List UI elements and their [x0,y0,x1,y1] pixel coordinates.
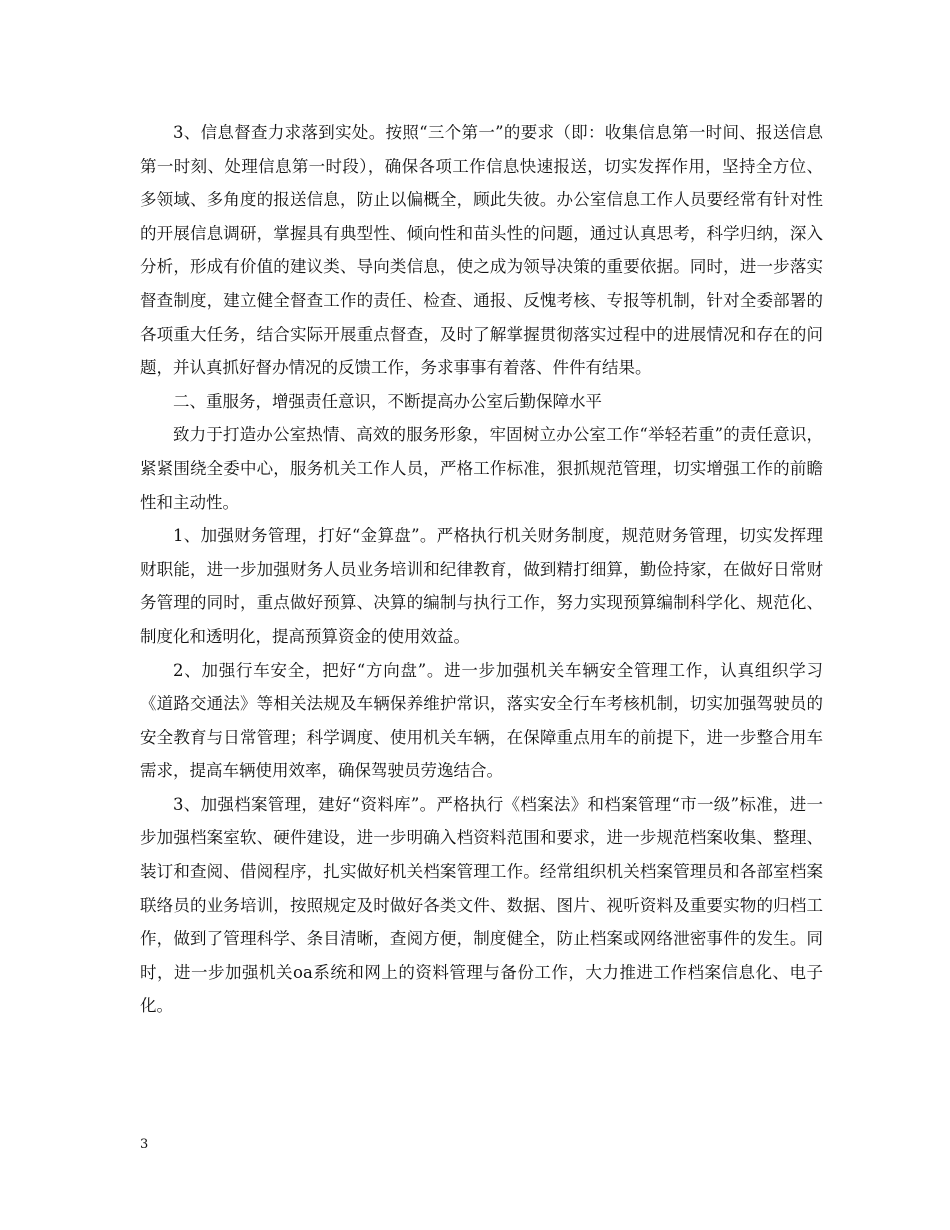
paragraph-archive-management: 3、加强档案管理，建好“资料库”。严格执行《档案法》和档案管理“市一级”标准，进一步加强档案室软、硬件建设，进一步明确入档资料范围和要求，进一步规范档案收集、整理、装订和查阅、借阅程序，扎实做好机关档案管理工作。经常组织机关档案管理员和各部室档案联络员的业务培训，按照规定及时做好各类文件、数据、图片、视听资料及重要实物的归档工作，做到了管理科学、条目清晰，查阅方便，制度健全，防止档案或网络泄密事件的发生。同时，进一步加强机关oa系统和网上的资料管理与备份工作，大力推进工作档案信息化、电子化。 [140,794,823,1016]
paragraph-financial-management: 1、加强财务管理，打好“金算盘”。严格执行机关财务制度，规范财务管理，切实发挥理财职能，进一步加强财务人员业务培训和纪律教育，做到精打细算，勤俭持家，在做好日常财务管理的同时，重点做好预算、决算的编制与执行工作，努力实现预算编制科学化、规范化、制度化和透明化，提高预算资金的使用效益。 [140,526,823,646]
document-body [140,116,823,1023]
paragraph-information-supervision: 3、信息督查力求落到实处。按照“三个第一”的要求（即：收集信息第一时间、报送信息第一时刻、处理信息第一时段），确保各项工作信息快速报送，切实发挥作用，坚持全方位、多领域、多角度的报送信息，防止以偏概全，顾此失彼。办公室信息工作人员要经常有针对性的开展信息调研，掌握具有典型性、倾向性和苗头性的问题，通过认真思考，科学归纳，深入分析，形成有价值的建议类、导向类信息，使之成为领导决策的重要依据。同时，进一步落实督查制度，建立健全督查工作的责任、检查、通报、反愧考核、专报等机制，针对全委部署的各项重大任务，结合实际开展重点督查，及时了解掌握贯彻落实过程中的进展情况和存在的问题，并认真抓好督办情况的反馈工作，务求事事有着落、件件有结果。 [140,123,823,378]
paragraph-vehicle-safety: 2、加强行车安全，把好“方向盘”。进一步加强机关车辆安全管理工作，认真组织学习《道路交通法》等相关法规及车辆保养维护常识，落实安全行车考核机制，切实加强驾驶员的安全教育与日常管理；科学调度、使用机关车辆，在保障重点用车的前提下，进一步整合用车需求，提高车辆使用效率，确保驾驶员劳逸结合。 [140,660,823,781]
section-heading-service: 二、重服务，增强责任意识，不断提高办公室后勤保障水平 [173,391,602,411]
page-number: 3 [140,1137,149,1152]
paragraph-service-image: 致力于打造办公室热情、高效的服务形象，牢固树立办公室工作“举轻若重”的责任意识，紧紧围绕全委中心，服务机关工作人员，严格工作标准，狠抓规范管理，切实增强工作的前瞻性和主动性。 [140,425,823,512]
